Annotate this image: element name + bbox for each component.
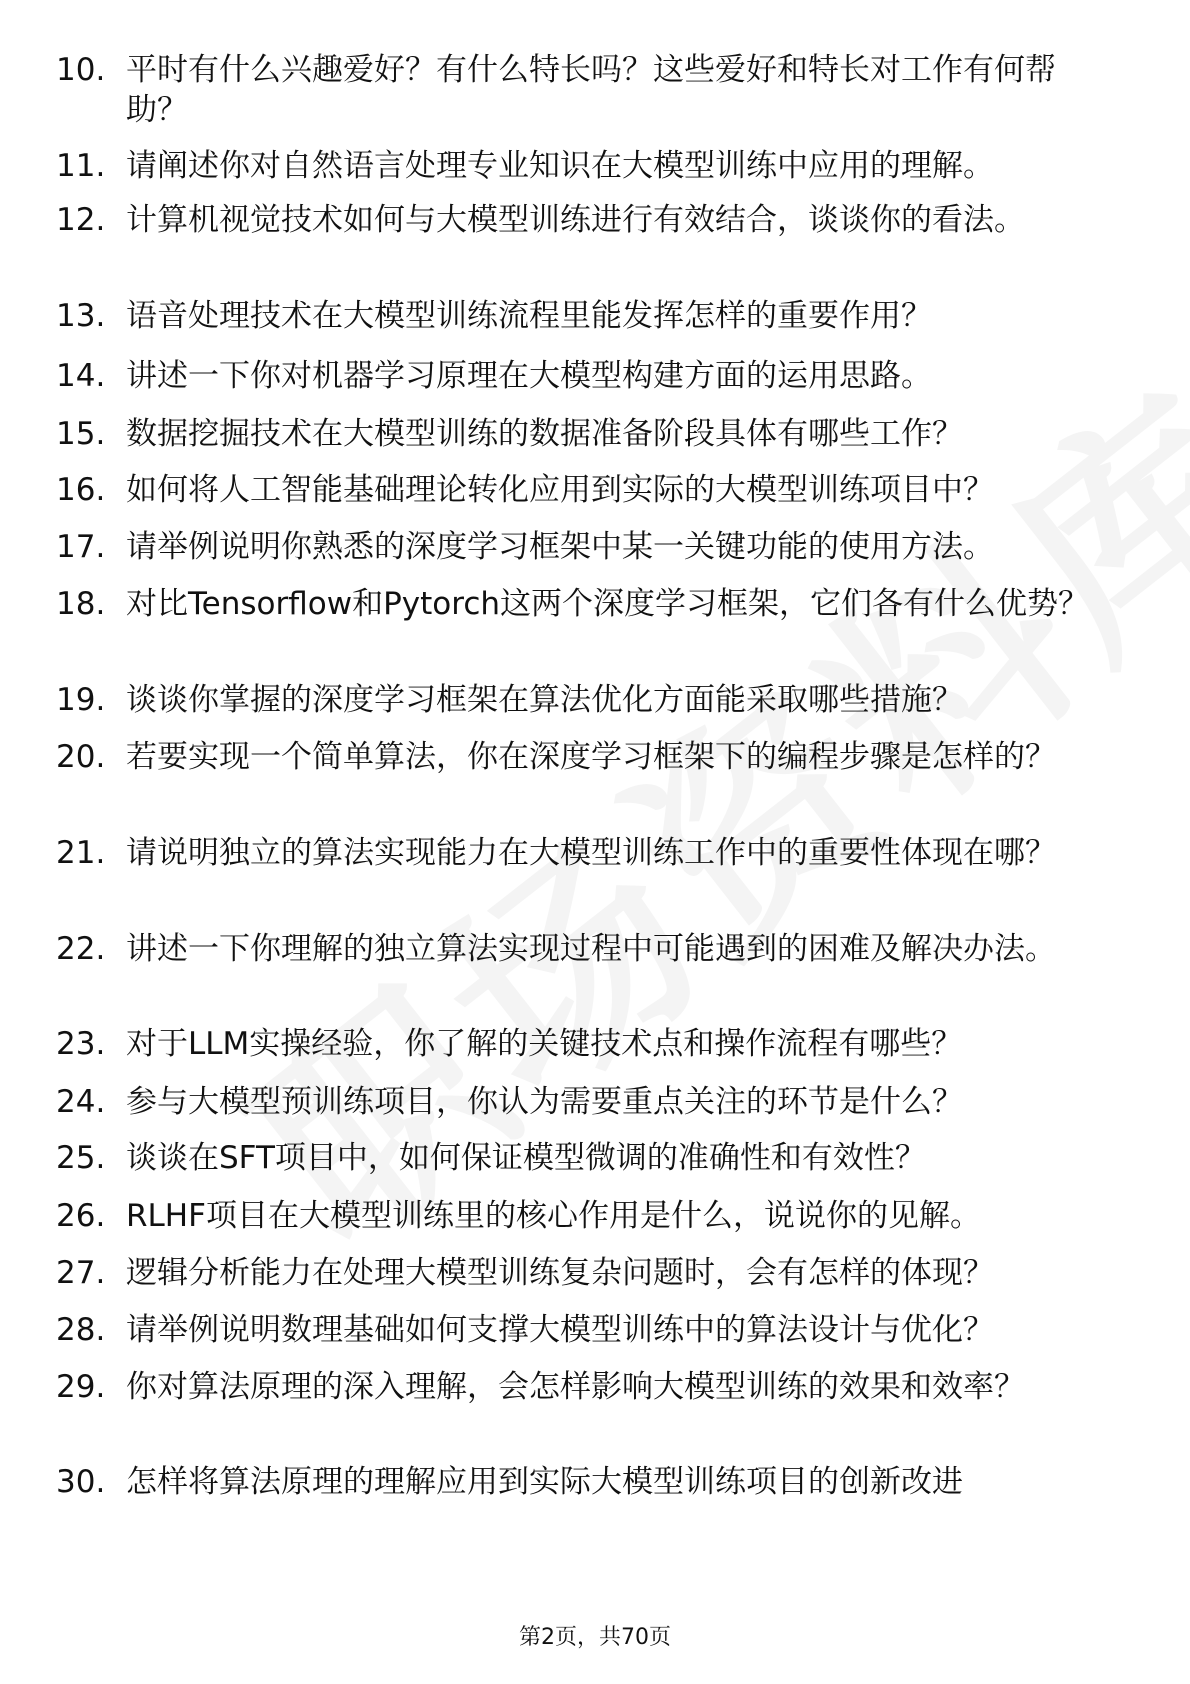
page-number-footer: 第2页，共70页 [519, 1625, 671, 1650]
question-text: 对于LLM实操经验，你了解的关键技术点和操作流程有哪些？ [126, 1026, 963, 1062]
question-number: 15. [56, 416, 106, 452]
question-text: RLHF项目在大模型训练里的核心作用是什么，说说你的见解。 [126, 1198, 981, 1234]
question-number: 14. [56, 358, 106, 394]
question-text: 语音处理技术在大模型训练流程里能发挥怎样的重要作用？ [126, 298, 932, 334]
question-text: 请说明独立的算法实现能力在大模型训练工作中的重要性体现在哪？ [126, 835, 1056, 871]
question-number: 30. [56, 1464, 106, 1500]
question-number: 22. [56, 931, 106, 967]
question-text: 谈谈在SFT项目中，如何保证模型微调的准确性和有效性？ [126, 1140, 926, 1176]
question-text: 如何将人工智能基础理论转化应用到实际的大模型训练项目中？ [126, 472, 994, 508]
question-number: 21. [56, 835, 106, 871]
question-number: 28. [56, 1312, 106, 1348]
question-text: 参与大模型预训练项目，你认为需要重点关注的环节是什么？ [126, 1084, 963, 1120]
question-number: 19. [56, 682, 106, 718]
question-text: 计算机视觉技术如何与大模型训练进行有效结合，谈谈你的看法。 [126, 202, 1025, 238]
question-text: 若要实现一个简单算法，你在深度学习框架下的编程步骤是怎样的？ [126, 739, 1056, 775]
question-text: 平时有什么兴趣爱好？有什么特长吗？这些爱好和特长对工作有何帮助？ [126, 52, 1056, 128]
question-number: 23. [56, 1026, 106, 1062]
question-number: 13. [56, 298, 106, 334]
question-text: 逻辑分析能力在处理大模型训练复杂问题时，会有怎样的体现？ [126, 1255, 994, 1291]
question-text: 你对算法原理的深入理解，会怎样影响大模型训练的效果和效率？ [126, 1369, 1025, 1405]
question-text: 谈谈你掌握的深度学习框架在算法优化方面能采取哪些措施？ [126, 682, 963, 718]
question-number: 25. [56, 1140, 106, 1176]
question-text: 讲述一下你对机器学习原理在大模型构建方面的运用思路。 [126, 358, 932, 394]
question-text: 讲述一下你理解的独立算法实现过程中可能遇到的困难及解决办法。 [126, 931, 1056, 967]
question-text: 数据挖掘技术在大模型训练的数据准备阶段具体有哪些工作？ [126, 416, 963, 452]
question-number: 12. [56, 202, 106, 238]
question-number: 29. [56, 1369, 106, 1405]
question-text: 请举例说明数理基础如何支撑大模型训练中的算法设计与优化？ [126, 1312, 994, 1348]
question-number: 16. [56, 472, 106, 508]
question-number: 11. [56, 148, 106, 184]
question-text: 请举例说明你熟悉的深度学习框架中某一关键功能的使用方法。 [126, 529, 994, 565]
question-number: 10. [56, 52, 106, 88]
question-text: 请阐述你对自然语言处理专业知识在大模型训练中应用的理解。 [126, 148, 994, 184]
question-text: 怎样将算法原理的理解应用到实际大模型训练项目的创新改进 [126, 1464, 963, 1500]
question-number: 18. [56, 586, 106, 622]
question-number: 26. [56, 1198, 106, 1234]
question-number: 27. [56, 1255, 106, 1291]
question-number: 20. [56, 739, 106, 775]
question-text: 对比Tensorflow和Pytorch这两个深度学习框架，它们各有什么优势？ [126, 586, 1090, 622]
question-number: 17. [56, 529, 106, 565]
question-number: 24. [56, 1084, 106, 1120]
